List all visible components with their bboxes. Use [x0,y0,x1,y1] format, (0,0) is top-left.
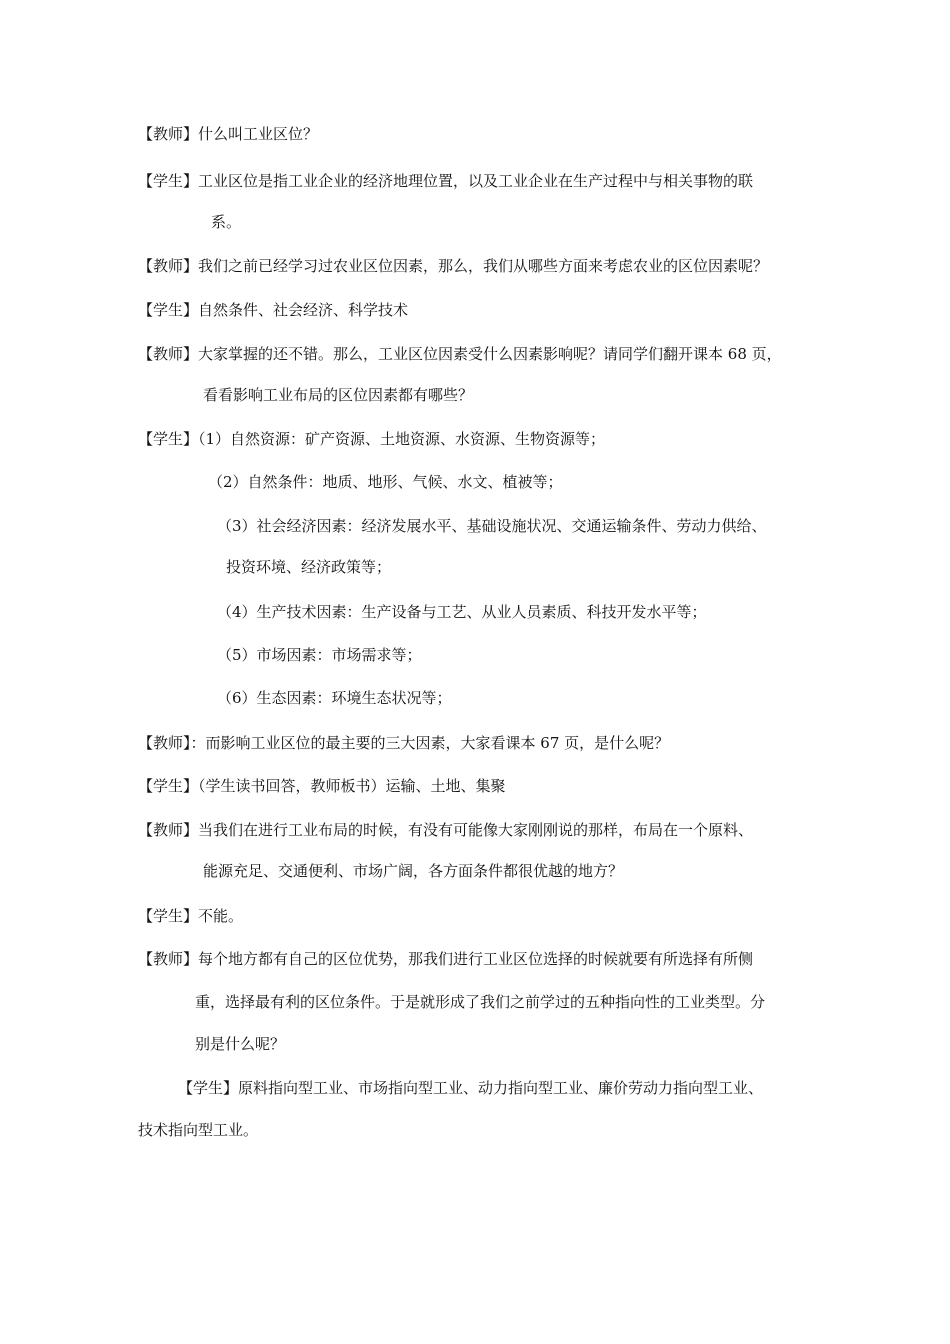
dialogue-line-continued: 重，选择最有利的区位条件。于是就形成了我们之前学过的五种指向性的工业类型。分 [195,993,766,1011]
dialogue-line: 【学生】原料指向型工业、市场指向型工业、动力指向型工业、廉价劳动力指向型工业、 [178,1079,764,1097]
dialogue-line-continued: 看看影响工业布局的区位因素都有哪些？ [203,386,474,404]
dialogue-line: 【教师】我们之前已经学习过农业区位因素，那么，我们从哪些方面来考虑农业的区位因素呢？ [138,257,769,275]
dialogue-line-continued: 系。 [211,213,242,231]
dialogue-line: 【教师】每个地方都有自己的区位优势，那我们进行工业区位选择的时候就要有所选择有所侧 [138,950,754,968]
list-item: （2）自然条件：地质、地形、气候、水文、植被等； [208,473,563,491]
dialogue-line: 【学生】（1）自然资源：矿产资源、土地资源、水资源、生物资源等； [138,430,606,448]
list-item: （5）市场因素：市场需求等； [217,646,422,664]
list-item-continued: 投资环境、经济政策等； [226,558,392,576]
dialogue-line: 【学生】工业区位是指工业企业的经济地理位置，以及工业企业在生产过程中与相关事物的联 [138,172,754,190]
list-item: （6）生态因素：环境生态状况等； [217,689,452,707]
list-item: （4）生产技术因素：生产设备与工艺、从业人员素质、科技开发水平等； [217,603,707,621]
dialogue-line: 【学生】自然条件、社会经济、科学技术 [138,301,409,319]
dialogue-line-continued: 能源充足、交通便利、市场广阔，各方面条件都很优越的地方？ [203,862,624,880]
dialogue-line: 【教师】大家掌握的还不错。那么，工业区位因素受什么因素影响呢？请同学们翻开课本 68 页， [138,345,782,363]
dialogue-line: 【学生】（学生读书回答，教师板书）运输、土地、集聚 [138,777,506,795]
dialogue-line-continued: 技术指向型工业。 [138,1121,259,1139]
dialogue-line: 【教师】什么叫工业区位？ [138,125,319,143]
dialogue-line: 【教师】：而影响工业区位的最主要的三大因素，大家看课本 67 页，是什么呢？ [138,734,670,752]
dialogue-line: 【教师】当我们在进行工业布局的时候，有没有可能像大家刚刚说的那样，布局在一个原料、 [138,821,754,839]
dialogue-line-continued: 别是什么呢？ [195,1035,286,1053]
list-item: （3）社会经济因素：经济发展水平、基础设施状况、交通运输条件、劳动力供给、 [217,517,767,535]
dialogue-line: 【学生】不能。 [138,907,244,925]
